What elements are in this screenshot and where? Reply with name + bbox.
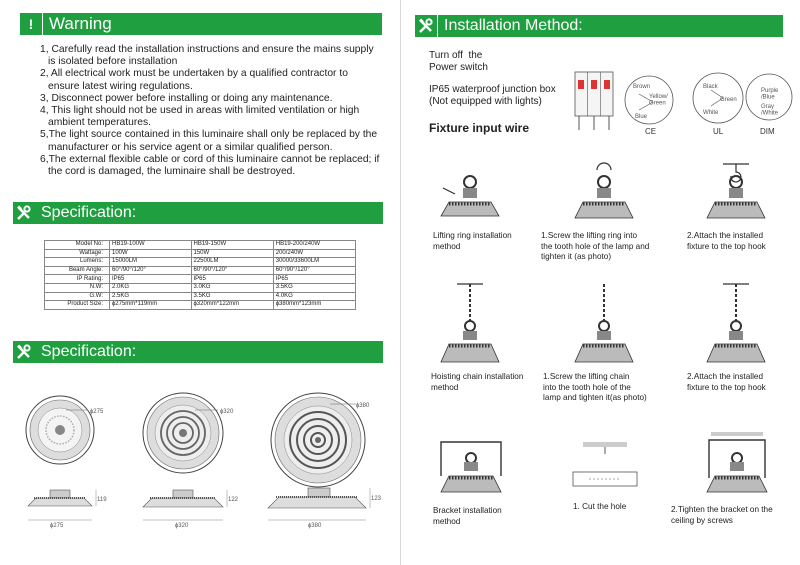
warning-item: 3, Disconnect power before installing or doing any maintenance.: [40, 92, 333, 104]
table-cell: Lumens:: [45, 258, 110, 267]
warning-item: 6,The external flexible cable or cord of this luminaire cannot be replaced; if the cord is damaged, the luminaire shall be destroyed.: [40, 153, 380, 177]
table-cell: 3.5KG: [273, 283, 355, 292]
breaker-icon: [569, 66, 619, 136]
table-cell: ɸ320mm*122mm: [191, 301, 273, 310]
tools-icon: [13, 202, 35, 224]
tools-icon: [415, 15, 437, 37]
table-cell: 3.0KG: [191, 283, 273, 292]
table-cell: IP65: [191, 275, 273, 284]
table-cell: G.W:: [45, 292, 110, 301]
table-cell: 2.0KG: [110, 283, 192, 292]
step-caption: 1.Screw the lifting ring into the tooth hole of the lamp and tighten it (as photo): [541, 231, 650, 261]
step-caption: Lifting ring installation method: [433, 231, 512, 251]
table-cell: Model No:: [45, 241, 110, 250]
warning-item: 5,The light source contained in this luminaire shall only be replaced by the manufacturer or his service agent or a similar qualified person.: [40, 129, 378, 153]
table-cell: Beam Angle:: [45, 266, 110, 275]
spec-table: [44, 240, 356, 310]
fixture-wire-title: Fixture input wire: [429, 121, 530, 135]
height-label: 122: [228, 497, 239, 503]
ce-wiring: [625, 76, 673, 136]
dim-wire-2: Gray /White: [761, 104, 779, 117]
bracket-illustration: [435, 436, 507, 498]
exclamation-icon: !: [28, 16, 34, 32]
top-hook-illustration: [701, 160, 771, 228]
table-row: [45, 292, 356, 301]
table-cell: 22500LM: [191, 258, 273, 267]
spec-title-2: Specification:: [41, 343, 137, 360]
junction-text: IP65 waterproof junction box (Not equipped with lights): [429, 84, 556, 107]
table-cell: Product Size:: [45, 301, 110, 310]
install-title: Installation Method:: [444, 17, 583, 34]
table-cell: 15000LM: [110, 258, 192, 267]
warning-item: 4, This light should not be used in areas with limited ventilation or high ambient temperatures.: [40, 104, 360, 129]
table-cell: 2.5KG: [110, 292, 192, 301]
ul-wire-1: Black: [703, 84, 718, 90]
ul-wiring: [693, 73, 743, 136]
table-cell: 100W: [110, 249, 192, 258]
ul-wire-3: White: [703, 110, 719, 116]
table-cell: IP Rating:: [45, 275, 110, 284]
tools-icon: [13, 341, 35, 363]
spec-header-1: [13, 202, 383, 224]
warning-item: 1, Carefully read the installation instructions and ensure the mains supply is isolated before installation: [40, 44, 374, 68]
warning-item: 2, All electrical work must be undertaken by a qualified contractor to ensure latest wiring regulations.: [40, 68, 348, 92]
table-cell: IP65: [110, 275, 192, 284]
wiring-diagrams: [619, 72, 800, 138]
table-row: [45, 275, 356, 284]
table-cell: 30000/33600LM: [273, 258, 355, 267]
ul-label: UL: [713, 127, 724, 136]
lamp-top-view-200w: [271, 393, 370, 487]
table-row: [45, 266, 356, 275]
warning-header: [20, 13, 382, 35]
table-cell: IP65: [273, 275, 355, 284]
spec-title-1: Specification:: [41, 204, 137, 221]
lamp-side-view-200w: [268, 488, 382, 529]
spec-table-header: [45, 241, 356, 250]
dimension-drawings: [0, 380, 397, 530]
table-row: [45, 249, 356, 258]
table-cell: ɸ275mm*119mm: [110, 301, 192, 310]
cut-hole-illustration: [569, 440, 641, 496]
turn-off-text: Turn off the Power switch: [429, 50, 488, 73]
table-cell: 60°/90°/120°: [191, 266, 273, 275]
dim-label: ɸ380: [308, 523, 322, 529]
table-cell: N.W:: [45, 283, 110, 292]
ce-wire-2: Yellow/ Green: [649, 94, 668, 107]
table-cell: ɸ380mm*123mm: [273, 301, 355, 310]
lifting-ring-illustration: [435, 168, 505, 228]
step-caption: 2.Attach the installed fixture to the top hook: [687, 231, 766, 251]
dim-wiring: [746, 74, 792, 136]
step-caption: 2.Tighten the bracket on the ceiling by screws: [671, 505, 773, 525]
step-caption: Bracket installation method: [433, 506, 502, 526]
height-label: 123: [371, 496, 382, 502]
lamp-top-view-100w: [26, 396, 104, 464]
ce-wire-1: Brown: [633, 84, 651, 90]
warning-title: Warning: [49, 14, 112, 33]
lifting-ring-screw-illustration: [569, 160, 639, 228]
dim-label: ɸ275: [90, 409, 104, 415]
step-caption: 2.Attach the installed fixture to the top hook: [687, 372, 766, 392]
step-caption: Hoisting chain installation method: [431, 372, 524, 392]
step-caption: 1. Cut the hole: [573, 502, 627, 511]
table-cell: 60°/90°/120°: [273, 266, 355, 275]
table-row: [45, 283, 356, 292]
table-cell: HB19-200/240W: [273, 241, 355, 250]
install-header: [415, 15, 783, 37]
left-page: [0, 0, 397, 565]
ce-label: CE: [645, 127, 657, 136]
dim-wire-1: Purple /Blue: [761, 88, 779, 101]
table-cell: Wattage:: [45, 249, 110, 258]
warning-list: [40, 44, 380, 178]
table-cell: HB19-100W: [110, 241, 192, 250]
table-cell: 60°/90°/120°: [110, 266, 192, 275]
table-cell: 4.0KG: [273, 292, 355, 301]
lamp-top-view-150w: [143, 393, 234, 473]
spec-header-2: [13, 341, 383, 363]
ceiling-bracket-illustration: [701, 430, 773, 498]
step-caption: 1.Screw the lifting chain into the tooth hole of the lamp and tighten it(as photo): [543, 372, 647, 402]
hoisting-chain-illustration: [435, 282, 505, 368]
table-row: [45, 301, 356, 310]
right-page: [400, 0, 800, 565]
table-row: [45, 258, 356, 267]
dim-label: ɸ320: [220, 409, 234, 415]
height-label: 119: [97, 497, 107, 503]
dim-label: ɸ320: [175, 523, 189, 529]
dim-label-text: DIM: [760, 127, 775, 136]
table-cell: HB19-150W: [191, 241, 273, 250]
dim-label: ɸ380: [356, 403, 370, 409]
ce-wire-3: Blue: [635, 114, 648, 120]
lamp-side-view-150w: [143, 490, 239, 529]
table-cell: 200/240W: [273, 249, 355, 258]
lamp-side-view-100w: [28, 490, 107, 529]
chain-screw-illustration: [569, 282, 639, 368]
table-cell: 150W: [191, 249, 273, 258]
dim-label: ɸ275: [50, 523, 64, 529]
chain-hook-illustration: [701, 282, 771, 368]
ul-wire-2: Green: [720, 97, 737, 103]
table-cell: 3.5KG: [191, 292, 273, 301]
